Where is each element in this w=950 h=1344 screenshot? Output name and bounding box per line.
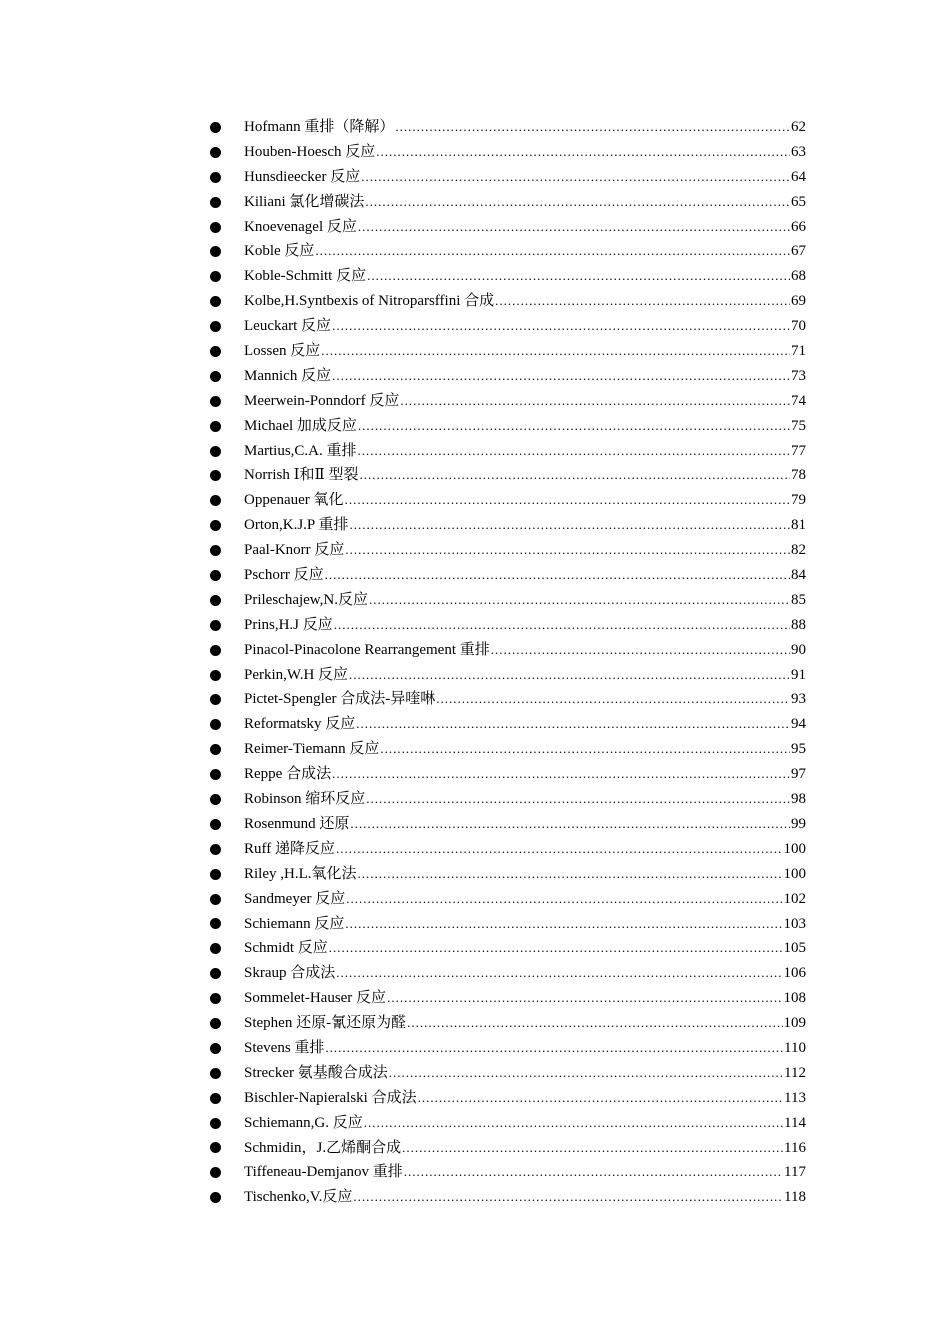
dot-leader xyxy=(387,986,782,1011)
dot-leader xyxy=(365,190,790,215)
toc-entry-title: Koble 反应 xyxy=(244,243,315,260)
dot-leader xyxy=(336,837,783,862)
toc-entry-page-number: 71 xyxy=(791,343,806,360)
dot-leader xyxy=(367,264,790,289)
toc-entry-title: Mannich 反应 xyxy=(244,367,332,384)
toc-entry-title: Tiffeneau-Demjanov 重排 xyxy=(244,1164,403,1181)
toc-entry-page-number: 77 xyxy=(791,442,806,459)
dot-leader xyxy=(353,1185,783,1210)
dot-leader xyxy=(332,364,790,389)
toc-entry-title: Kolbe,H.Syntbexis of Nitroparsffini 合成 xyxy=(244,293,495,310)
bullet-icon xyxy=(210,943,221,954)
toc-entry-title: Skraup 合成法 xyxy=(244,965,336,982)
toc-entry-page-number: 82 xyxy=(791,542,806,559)
toc-entry-page-number: 109 xyxy=(783,1015,806,1032)
dot-leader xyxy=(418,1086,783,1111)
toc-entry-page-number: 90 xyxy=(791,641,806,658)
toc-entry[interactable] xyxy=(210,638,806,663)
toc-entry[interactable] xyxy=(210,364,806,389)
toc-entry[interactable] xyxy=(210,239,806,264)
bullet-icon xyxy=(210,670,221,681)
dot-leader xyxy=(345,488,790,513)
bullet-icon xyxy=(210,520,221,531)
dot-leader xyxy=(334,613,790,638)
toc-entry-title: Meerwein-Ponndorf 反应 xyxy=(244,392,400,409)
dot-leader xyxy=(358,414,790,439)
dot-leader xyxy=(366,787,790,812)
dot-leader xyxy=(358,439,790,464)
toc-entry-title: Reformatsky 反应 xyxy=(244,716,356,733)
toc-entry-title: Stephen 还原-氰还原为醛 xyxy=(244,1015,407,1032)
toc-entry-title: Schmidt 反应 xyxy=(244,940,328,957)
bullet-icon xyxy=(210,595,221,606)
bullet-icon xyxy=(210,446,221,457)
bullet-icon xyxy=(210,819,221,830)
toc-entry-title: Lossen 反应 xyxy=(244,343,321,360)
toc-entry-page-number: 70 xyxy=(791,318,806,335)
bullet-icon xyxy=(210,421,221,432)
dot-leader xyxy=(395,115,790,140)
toc-entry-page-number: 94 xyxy=(791,716,806,733)
toc-entry-page-number: 97 xyxy=(791,766,806,783)
toc-entry-page-number: 69 xyxy=(791,293,806,310)
toc-entry[interactable] xyxy=(210,289,806,314)
toc-entry-title: Riley ,H.L.氧化法 xyxy=(244,865,357,882)
toc-entry[interactable] xyxy=(210,414,806,439)
toc-entry[interactable] xyxy=(210,1086,806,1111)
dot-leader xyxy=(349,663,790,688)
toc-entry[interactable] xyxy=(210,663,806,688)
toc-entry-page-number: 67 xyxy=(791,243,806,260)
bullet-icon xyxy=(210,172,221,183)
dot-leader xyxy=(345,538,790,563)
dot-leader xyxy=(376,140,790,165)
toc-entry-title: Paal-Knorr 反应 xyxy=(244,542,345,559)
toc-entry[interactable] xyxy=(210,737,806,762)
dot-leader xyxy=(356,712,790,737)
toc-entry[interactable] xyxy=(210,264,806,289)
toc-entry[interactable] xyxy=(210,439,806,464)
bullet-icon xyxy=(210,744,221,755)
toc-entry-page-number: 75 xyxy=(791,417,806,434)
bullet-icon xyxy=(210,645,221,656)
toc-entry[interactable] xyxy=(210,936,806,961)
toc-entry-title: Bischler-Napieralski 合成法 xyxy=(244,1089,417,1106)
toc-entry[interactable] xyxy=(210,140,806,165)
bullet-icon xyxy=(210,894,221,905)
toc-entry-title: Tischenko,V.反应 xyxy=(244,1189,353,1206)
toc-entry-title: Strecker 氨基酸合成法 xyxy=(244,1064,388,1081)
toc-entry[interactable] xyxy=(210,165,806,190)
toc-entry-title: Sandmeyer 反应 xyxy=(244,890,346,907)
bullet-icon xyxy=(210,719,221,730)
toc-entry-page-number: 64 xyxy=(791,168,806,185)
toc-entry-title: Prins,H.J 反应 xyxy=(244,616,333,633)
toc-entry[interactable] xyxy=(210,538,806,563)
bullet-icon xyxy=(210,545,221,556)
dot-leader xyxy=(325,563,790,588)
toc-entry[interactable] xyxy=(210,1136,806,1161)
toc-entry-title: Rosenmund 还原 xyxy=(244,815,350,832)
toc-entry-page-number: 62 xyxy=(791,119,806,135)
bullet-icon xyxy=(210,1018,221,1029)
toc-entry[interactable] xyxy=(210,762,806,787)
toc-entry-page-number: 108 xyxy=(783,990,806,1007)
dot-leader xyxy=(389,1061,783,1086)
dot-leader xyxy=(332,314,790,339)
bullet-icon xyxy=(210,968,221,979)
dot-leader xyxy=(358,215,790,240)
toc-entry[interactable] xyxy=(210,1111,806,1136)
toc-entry-title: Pinacol-Pinacolone Rearrangement 重排 xyxy=(244,641,490,658)
dot-leader xyxy=(491,638,790,663)
dot-leader xyxy=(400,389,790,414)
toc-entry-page-number: 84 xyxy=(791,567,806,584)
toc-entry[interactable] xyxy=(210,339,806,364)
bullet-icon xyxy=(210,371,221,382)
bullet-icon xyxy=(210,1142,221,1153)
toc-entry-page-number: 73 xyxy=(791,367,806,384)
toc-entry-title: Oppenauer 氧化 xyxy=(244,492,344,509)
toc-entry[interactable] xyxy=(210,563,806,588)
toc-entry-title: Hunsdieecker 反应 xyxy=(244,168,361,185)
toc-entry[interactable] xyxy=(210,986,806,1011)
toc-entry-page-number: 66 xyxy=(791,218,806,235)
dot-leader xyxy=(364,1111,783,1136)
toc-entry-page-number: 99 xyxy=(791,815,806,832)
toc-entry-title: Houben-Hoesch 反应 xyxy=(244,143,376,160)
toc-entry-page-number: 78 xyxy=(791,467,806,484)
toc-entry[interactable] xyxy=(210,1011,806,1036)
toc-entry-page-number: 103 xyxy=(783,915,806,932)
toc-entry-title: Knoevenagel 反应 xyxy=(244,218,357,235)
toc-entry-title: Norrish Ⅰ和Ⅱ 型裂 xyxy=(244,467,359,484)
bullet-icon xyxy=(210,1093,221,1104)
toc-entry[interactable] xyxy=(210,389,806,414)
toc-entry[interactable] xyxy=(210,1036,806,1061)
dot-leader xyxy=(358,862,783,887)
bullet-icon xyxy=(210,246,221,257)
toc-entry-title: Martius,C.A. 重排 xyxy=(244,442,357,459)
toc-entry-title: Prileschajew,N.反应 xyxy=(244,591,368,608)
toc-entry-page-number: 118 xyxy=(784,1189,806,1206)
toc-entry[interactable] xyxy=(210,1160,806,1185)
toc-entry-title: Sommelet-Hauser 反应 xyxy=(244,990,387,1007)
toc-entry-title: Kiliani 氯化增碳法 xyxy=(244,193,365,210)
toc-entry-title: Pschorr 反应 xyxy=(244,567,324,584)
dot-leader xyxy=(315,239,790,264)
toc-entry[interactable] xyxy=(210,1185,806,1210)
toc-entry-title: Schiemann 反应 xyxy=(244,915,345,932)
toc-entry-page-number: 112 xyxy=(784,1064,806,1081)
bullet-icon xyxy=(210,918,221,929)
toc-entry[interactable] xyxy=(210,837,806,862)
toc-entry[interactable] xyxy=(210,215,806,240)
toc-entry[interactable] xyxy=(210,613,806,638)
bullet-icon xyxy=(210,197,221,208)
toc-entry-title: Perkin,W.H 反应 xyxy=(244,666,349,683)
toc-entry[interactable] xyxy=(210,687,806,712)
toc-entry[interactable] xyxy=(210,513,806,538)
toc-entry-page-number: 113 xyxy=(784,1089,806,1106)
dot-leader xyxy=(404,1160,783,1185)
toc-entry[interactable] xyxy=(210,488,806,513)
dot-leader xyxy=(495,289,790,314)
bullet-icon xyxy=(210,296,221,307)
toc-entry-title: Hofmann 重排（降解） xyxy=(244,119,395,135)
toc-entry-page-number: 117 xyxy=(784,1164,806,1181)
dot-leader xyxy=(345,912,782,937)
dot-leader xyxy=(321,339,790,364)
dot-leader xyxy=(407,1011,782,1036)
bullet-icon xyxy=(210,993,221,1004)
bullet-icon xyxy=(210,769,221,780)
toc-entry[interactable] xyxy=(210,1061,806,1086)
bullet-icon xyxy=(210,321,221,332)
toc-entry[interactable] xyxy=(210,115,806,140)
dot-leader xyxy=(402,1136,783,1161)
toc-entry-page-number: 93 xyxy=(791,691,806,708)
toc-entry-page-number: 116 xyxy=(784,1139,806,1156)
toc-entry-page-number: 63 xyxy=(791,143,806,160)
dot-leader xyxy=(359,463,790,488)
table-of-contents xyxy=(210,115,806,1210)
toc-entry-page-number: 110 xyxy=(784,1039,806,1056)
dot-leader xyxy=(349,513,790,538)
toc-entry-title: Schmidin，J.乙烯酮合成 xyxy=(244,1139,402,1156)
toc-entry-page-number: 81 xyxy=(791,517,806,534)
bullet-icon xyxy=(210,495,221,506)
dot-leader xyxy=(336,961,782,986)
toc-entry-page-number: 102 xyxy=(783,890,806,907)
bullet-icon xyxy=(210,1068,221,1079)
toc-entry[interactable] xyxy=(210,588,806,613)
toc-entry[interactable] xyxy=(210,314,806,339)
toc-entry-page-number: 88 xyxy=(791,616,806,633)
dot-leader xyxy=(332,762,790,787)
bullet-icon xyxy=(210,147,221,158)
bullet-icon xyxy=(210,346,221,357)
toc-entry-page-number: 91 xyxy=(791,666,806,683)
toc-entry-page-number: 85 xyxy=(791,591,806,608)
toc-entry-title: Ruff 递降反应 xyxy=(244,840,335,857)
toc-entry[interactable] xyxy=(210,812,806,837)
toc-entry-title: Reimer-Tiemann 反应 xyxy=(244,741,380,758)
toc-entry[interactable] xyxy=(210,912,806,937)
toc-entry-title: Stevens 重排 xyxy=(244,1039,325,1056)
dot-leader xyxy=(361,165,790,190)
dot-leader xyxy=(325,1036,783,1061)
toc-entry-page-number: 106 xyxy=(783,965,806,982)
bullet-icon xyxy=(210,396,221,407)
bullet-icon xyxy=(210,620,221,631)
bullet-icon xyxy=(210,122,221,133)
bullet-icon xyxy=(210,869,221,880)
bullet-icon xyxy=(210,1043,221,1054)
bullet-icon xyxy=(210,1167,221,1178)
toc-entry-page-number: 105 xyxy=(783,940,806,957)
toc-entry-page-number: 98 xyxy=(791,791,806,808)
dot-leader xyxy=(369,588,790,613)
bullet-icon xyxy=(210,794,221,805)
toc-entry-page-number: 65 xyxy=(791,193,806,210)
dot-leader xyxy=(380,737,790,762)
bullet-icon xyxy=(210,844,221,855)
toc-entry-page-number: 100 xyxy=(783,840,806,857)
toc-entry-title: Leuckart 反应 xyxy=(244,318,332,335)
toc-entry-title: Koble-Schmitt 反应 xyxy=(244,268,367,285)
toc-entry-title: Schiemann,G. 反应 xyxy=(244,1114,363,1131)
toc-entry[interactable] xyxy=(210,887,806,912)
toc-entry-page-number: 74 xyxy=(791,392,806,409)
toc-entry-page-number: 79 xyxy=(791,492,806,509)
toc-entry-title: Michael 加成反应 xyxy=(244,417,357,434)
bullet-icon xyxy=(210,271,221,282)
dot-leader xyxy=(436,687,790,712)
toc-entry-page-number: 100 xyxy=(783,865,806,882)
dot-leader xyxy=(329,936,783,961)
toc-entry-page-number: 114 xyxy=(784,1114,806,1131)
toc-entry-title: Reppe 合成法 xyxy=(244,766,332,783)
bullet-icon xyxy=(210,470,221,481)
toc-entry-title: Pictet-Spengler 合成法-异喹啉 xyxy=(244,691,436,708)
toc-entry[interactable] xyxy=(210,190,806,215)
bullet-icon xyxy=(210,1192,221,1203)
toc-entry-title: Orton,K.J.P 重排 xyxy=(244,517,349,534)
toc-entry[interactable] xyxy=(210,712,806,737)
toc-entry[interactable] xyxy=(210,961,806,986)
bullet-icon xyxy=(210,694,221,705)
toc-entry-page-number: 68 xyxy=(791,268,806,285)
dot-leader xyxy=(346,887,782,912)
toc-entry-title: Robinson 缩环反应 xyxy=(244,791,366,808)
toc-entry[interactable] xyxy=(210,463,806,488)
bullet-icon xyxy=(210,570,221,581)
toc-entry[interactable] xyxy=(210,862,806,887)
bullet-icon xyxy=(210,222,221,233)
bullet-icon xyxy=(210,1118,221,1129)
toc-entry[interactable] xyxy=(210,787,806,812)
toc-entry-page-number: 95 xyxy=(791,741,806,758)
dot-leader xyxy=(350,812,790,837)
